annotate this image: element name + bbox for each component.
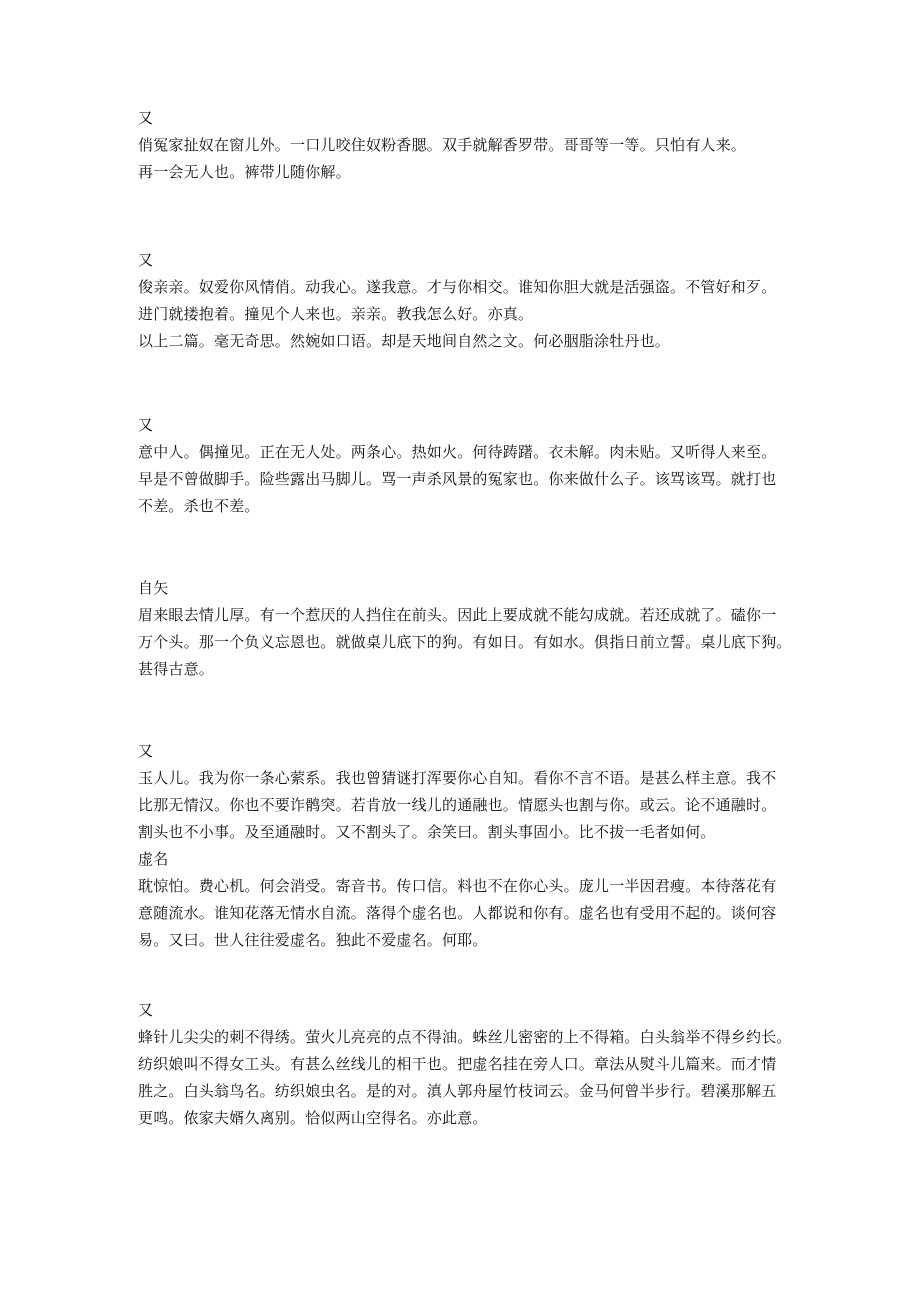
poem-line: 万个头。那一个负义忘恩也。就做桌儿底下的狗。有如日。有如水。俱指日前立誓。桌儿底下狗。 [138, 633, 792, 651]
poem-line: 更鸣。侬家夫婿久离别。恰似两山空得名。亦此意。 [138, 1109, 488, 1127]
poem-title: 又 [138, 251, 154, 269]
poem-line: 俊亲亲。奴爱你风情俏。动我心。遂我意。才与你相交。谁知你胆大就是活强盗。不管好和歹。 [138, 278, 777, 296]
poem-section-6 [138, 997, 798, 1132]
poem-line: 玉人儿。我为你一条心萦系。我也曾猜谜打浑要你心自知。看你不言不语。是甚么样主意。我不 [138, 769, 777, 787]
poem-section-2 [138, 247, 798, 355]
poem-line: 割头也不小事。及至通融时。又不割头了。余笑曰。割头事固小。比不拔一毛者如何。 [138, 823, 716, 841]
poem-title: 又 [138, 742, 154, 760]
poem-line: 眉来眼去情儿厚。有一个惹厌的人挡住在前头。因此上要成就不能勾成就。若还成就了。磕你一 [138, 606, 777, 624]
poem-line: 进门就搂抱着。撞见个人来也。亲亲。教我怎么好。亦真。 [138, 305, 534, 323]
poem-title: 虚名 [138, 850, 169, 868]
poem-title: 又 [138, 416, 154, 434]
poem-line: 比那无情汉。你也不要诈鹘突。若肯放一线儿的通融也。情愿头也割与你。或云。论不通融时。 [138, 796, 777, 814]
poem-line: 意中人。偶撞见。正在无人处。两条心。热如火。何待踌躇。衣未解。肉未贴。又听得人来至。 [138, 443, 777, 461]
poem-title: 自矢 [138, 579, 169, 597]
poem-line: 再一会无人也。裤带儿随你解。 [138, 163, 351, 181]
poem-line: 纺织娘叫不得女工头。有甚么丝线儿的相干也。把虚名挂在旁人口。章法从熨斗儿篇来。而才情 [138, 1055, 777, 1073]
poem-line: 不差。杀也不差。 [138, 497, 260, 515]
poem-line: 易。又曰。世人往往爱虚名。独此不爱虚名。何耶。 [138, 931, 488, 949]
poem-line: 胜之。白头翁鸟名。纺织娘虫名。是的对。滇人郭舟屋竹枝词云。金马何曾半步行。碧溪那解五 [138, 1082, 777, 1100]
poem-line: 蜂针儿尖尖的刺不得绣。萤火儿亮亮的点不得油。蛛丝儿密密的上不得箱。白头翁举不得乡约长。 [138, 1028, 792, 1046]
poem-section-3 [138, 412, 798, 520]
poem-section-1 [138, 105, 798, 186]
poem-line: 意随流水。谁知花落无情水自流。落得个虚名也。人都说和你有。虚名也有受用不起的。谈何容 [138, 904, 777, 922]
poem-section-5 [138, 738, 798, 954]
poem-title: 又 [138, 109, 154, 127]
poem-section-4 [138, 575, 798, 683]
poem-line: 早是不曾做脚手。险些露出马脚儿。骂一声杀风景的冤家也。你来做什么子。该骂该骂。就打也 [138, 470, 777, 488]
poem-line: 俏冤家扯奴在窗儿外。一口儿咬住奴粉香腮。双手就解香罗带。哥哥等一等。只怕有人来。 [138, 136, 747, 154]
poem-title: 又 [138, 1001, 154, 1019]
commentary-line: 以上二篇。毫无奇思。然婉如口语。却是天地间自然之文。何必胭脂涂牡丹也。 [138, 332, 671, 350]
poem-line: 耽惊怕。费心机。何会消受。寄音书。传口信。料也不在你心头。庞儿一半因君瘦。本待落花有 [138, 877, 777, 895]
commentary-line: 甚得古意。 [138, 660, 215, 678]
